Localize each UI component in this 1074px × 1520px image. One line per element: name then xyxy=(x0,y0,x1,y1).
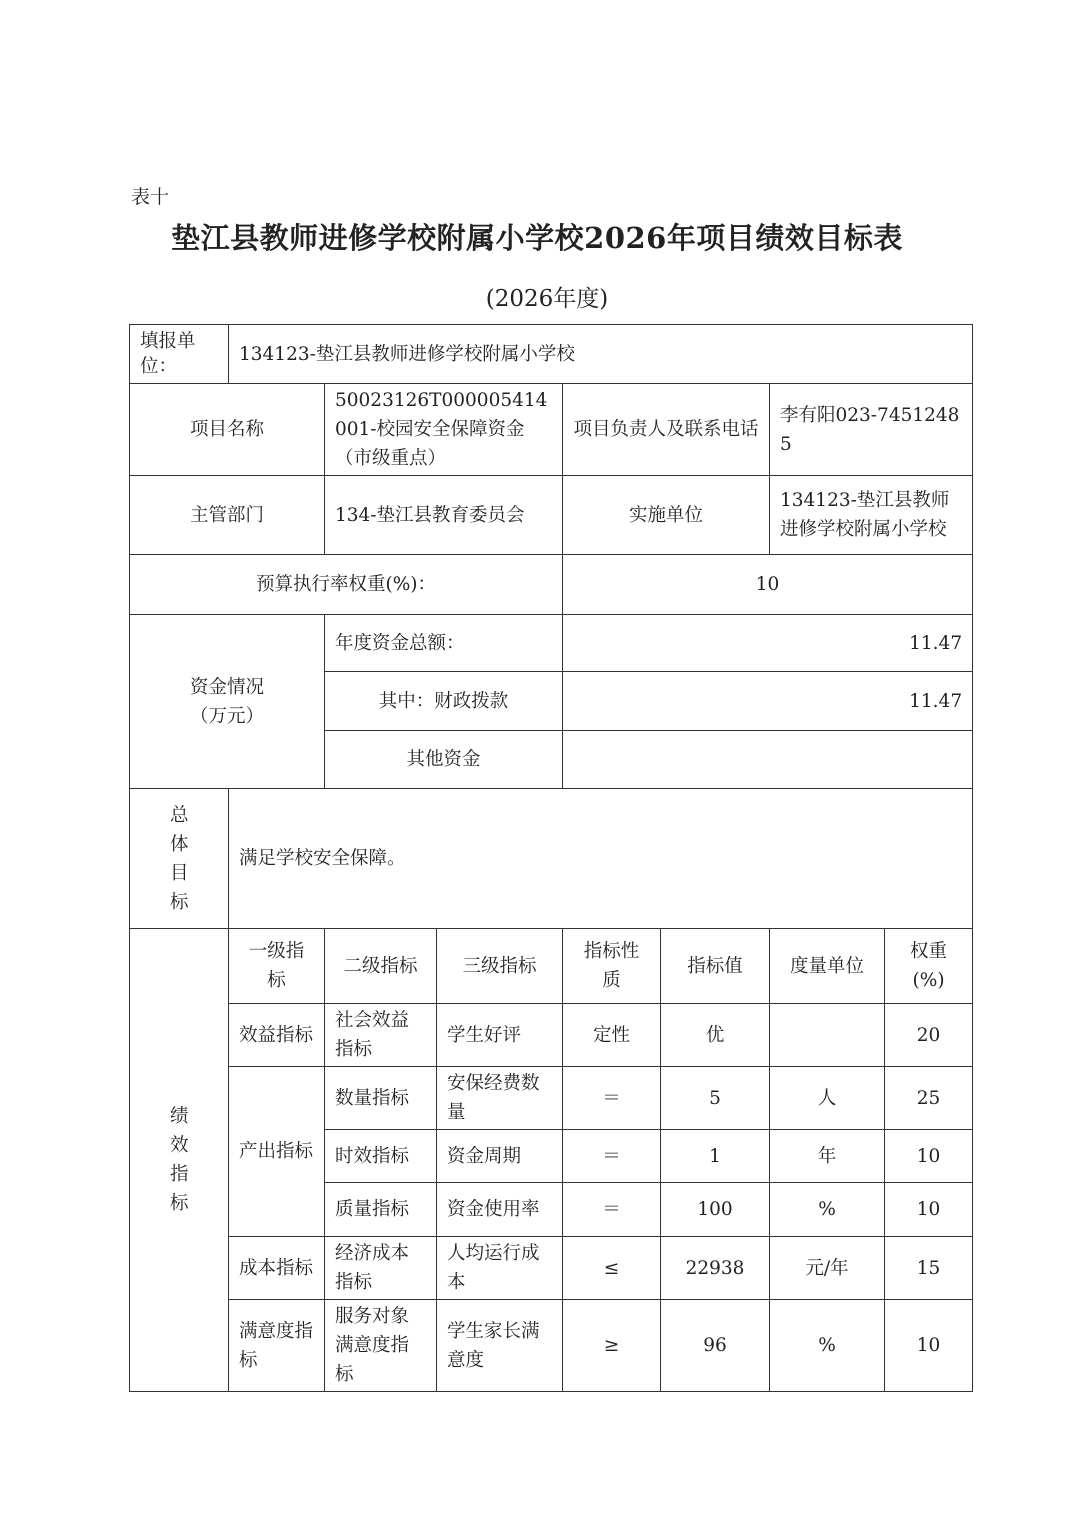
project-name-label: 项目名称 xyxy=(130,384,325,476)
budget-rate-value: 10 xyxy=(563,555,973,615)
funds-other-label: 其他资金 xyxy=(325,731,563,789)
funds-other-value xyxy=(563,731,973,789)
weight-cell: 25 xyxy=(885,1067,973,1130)
nature-cell: ＝ xyxy=(563,1067,661,1130)
header-value: 指标值 xyxy=(661,929,770,1004)
table-label: 表十 xyxy=(131,186,170,208)
goal-value: 满足学校安全保障。 xyxy=(229,789,973,929)
level2-cell: 服务对象满意度指标 xyxy=(325,1300,437,1392)
header-level3: 三级指标 xyxy=(437,929,563,1004)
value-cell: 优 xyxy=(661,1004,770,1067)
level3-cell: 安保经费数量 xyxy=(437,1067,563,1130)
unit-cell: % xyxy=(770,1183,885,1237)
weight-cell: 15 xyxy=(885,1237,973,1300)
page-subtitle: (2026年度) xyxy=(485,286,609,312)
table-row xyxy=(130,1237,973,1300)
level2-cell: 时效指标 xyxy=(325,1130,437,1183)
unit-cell xyxy=(770,1004,885,1067)
weight-cell: 10 xyxy=(885,1300,973,1392)
level2-cell: 数量指标 xyxy=(325,1067,437,1130)
unit-value: 134123-垫江县教师进修学校附属小学校 xyxy=(229,325,973,384)
funds-fiscal-label: 其中：财政拨款 xyxy=(325,672,563,731)
indicators-section-label: 绩效指标 xyxy=(130,929,229,1392)
level3-cell: 资金周期 xyxy=(437,1130,563,1183)
weight-cell: 20 xyxy=(885,1004,973,1067)
level3-cell: 人均运行成本 xyxy=(437,1237,563,1300)
impl-value: 134123-垫江县教师进修学校附属小学校 xyxy=(770,476,973,555)
funds-label: 资金情况（万元） xyxy=(130,615,325,789)
level1-cell: 产出指标 xyxy=(229,1067,325,1237)
nature-cell: ≤ xyxy=(563,1237,661,1300)
level2-cell: 社会效益指标 xyxy=(325,1004,437,1067)
level1-cell: 成本指标 xyxy=(229,1237,325,1300)
header-level1: 一级指标 xyxy=(229,929,325,1004)
contact-label: 项目负责人及联系电话 xyxy=(563,384,770,476)
level2-cell: 质量指标 xyxy=(325,1183,437,1237)
header-level2: 二级指标 xyxy=(325,929,437,1004)
goal-label: 总体目标 xyxy=(130,789,229,929)
unit-label: 填报单位： xyxy=(130,325,229,384)
unit-cell: % xyxy=(770,1300,885,1392)
value-cell: 5 xyxy=(661,1067,770,1130)
header-nature: 指标性质 xyxy=(563,929,661,1004)
contact-value: 李有阳023-74512485 xyxy=(770,384,973,476)
performance-target-table xyxy=(129,324,973,1392)
budget-rate-label: 预算执行率权重(%)： xyxy=(130,555,563,615)
nature-cell: ＝ xyxy=(563,1130,661,1183)
value-cell: 100 xyxy=(661,1183,770,1237)
level1-cell: 满意度指标 xyxy=(229,1300,325,1392)
dept-value: 134-垫江县教育委员会 xyxy=(325,476,563,555)
level3-cell: 学生家长满意度 xyxy=(437,1300,563,1392)
funds-total-label: 年度资金总额： xyxy=(325,615,563,672)
level3-cell: 学生好评 xyxy=(437,1004,563,1067)
level1-cell: 效益指标 xyxy=(229,1004,325,1067)
table-row xyxy=(130,1004,973,1067)
unit-cell: 人 xyxy=(770,1067,885,1130)
table-row xyxy=(130,1300,973,1392)
funds-total-value: 11.47 xyxy=(563,615,973,672)
value-cell: 22938 xyxy=(661,1237,770,1300)
table-row xyxy=(130,1067,973,1130)
funds-fiscal-value: 11.47 xyxy=(563,672,973,731)
nature-cell: 定性 xyxy=(563,1004,661,1067)
weight-cell: 10 xyxy=(885,1130,973,1183)
value-cell: 1 xyxy=(661,1130,770,1183)
level3-cell: 资金使用率 xyxy=(437,1183,563,1237)
nature-cell: ≥ xyxy=(563,1300,661,1392)
dept-label: 主管部门 xyxy=(130,476,325,555)
project-name-value: 50023126T000005414001-校园安全保障资金（市级重点） xyxy=(325,384,563,476)
unit-cell: 年 xyxy=(770,1130,885,1183)
weight-cell: 10 xyxy=(885,1183,973,1237)
header-unit: 度量单位 xyxy=(770,929,885,1004)
page-title: 垫江县教师进修学校附属小学校2026年项目绩效目标表 xyxy=(171,221,903,255)
unit-cell: 元/年 xyxy=(770,1237,885,1300)
nature-cell: ＝ xyxy=(563,1183,661,1237)
header-weight: 权重(%) xyxy=(885,929,973,1004)
value-cell: 96 xyxy=(661,1300,770,1392)
impl-label: 实施单位 xyxy=(563,476,770,555)
level2-cell: 经济成本指标 xyxy=(325,1237,437,1300)
